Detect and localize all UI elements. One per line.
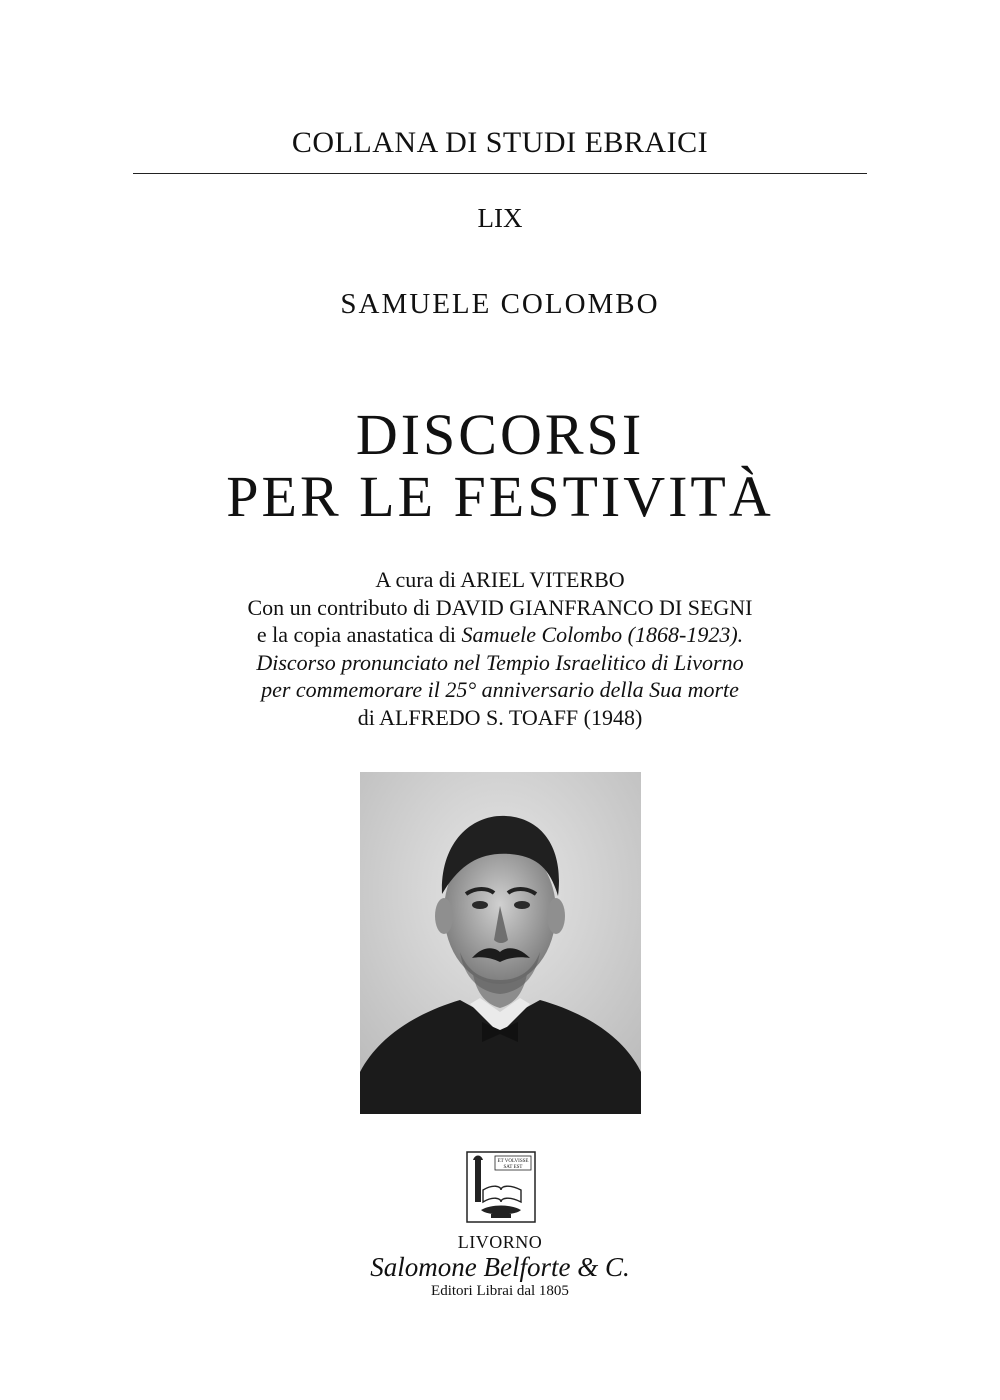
series-title: COLLANA DI STUDI EBRAICI (291, 126, 709, 159)
contributor-credit: Con un contributo di DAVID GIANFRANCO DI SEGNI (247, 594, 753, 620)
discourse-title-line-1-text: Discorso pronunciato nel Tempio Israelitico di Livorno (256, 649, 744, 675)
credits-block (0, 566, 1000, 731)
book-title (0, 404, 1000, 528)
publisher-colophon-logo (461, 1150, 541, 1224)
discourse-title-line-2-text: per commemorare il 25° anniversario della Sua morte (261, 677, 739, 702)
author-portrait-photo (360, 772, 641, 1114)
publisher-tagline: Editori Librai dal 1805 (431, 1283, 569, 1299)
publisher-name: Salomone Belforte & C. (370, 1252, 630, 1282)
discourse-title-line-2 (0, 676, 1000, 704)
facsimile-credit (0, 621, 1000, 649)
colophon-motto-line-1: ET VOLVISSE (497, 1159, 529, 1164)
colophon-motto-line-2: SAT EST (503, 1165, 523, 1170)
colophon-emblem (461, 1150, 541, 1224)
discourse-title-line-1 (0, 649, 1000, 677)
portrait-illustration (360, 772, 641, 1114)
series-number: LIX (477, 203, 523, 233)
book-title-line-1: DISCORSI (355, 402, 645, 467)
author-name: SAMUELE COLOMBO (340, 288, 660, 320)
series-divider (133, 173, 867, 174)
editor-credit: A cura di ARIEL VITERBO (375, 567, 625, 592)
facsimile-credit-title: Samuele Colombo (1868-1923). (461, 622, 744, 647)
discourse-author: di ALFREDO S. TOAFF (1948) (357, 704, 643, 730)
facsimile-credit-prefix: e la copia anastatica di (256, 622, 462, 647)
publisher-city: LIVORNO (457, 1232, 543, 1252)
book-title-line-2: PER LE FESTIVITÀ (226, 464, 774, 529)
